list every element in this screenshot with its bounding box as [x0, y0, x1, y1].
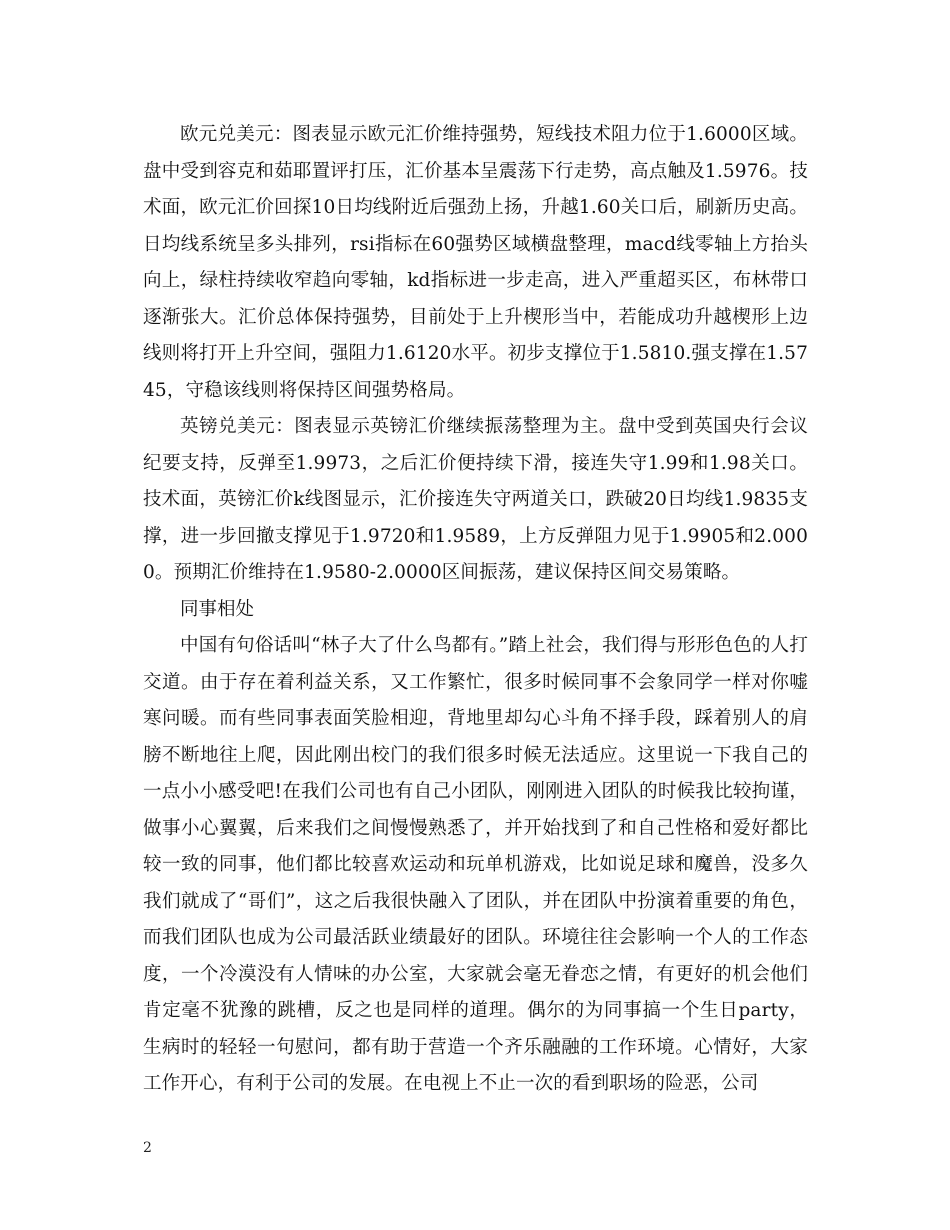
page-number: 2	[143, 1140, 152, 1156]
document-body	[143, 117, 808, 1103]
paragraph-eur-usd: 欧元兑美元：图表显示欧元汇价维持强势，短线技术阻力位于1.6000区域。盘中受到容克和茹耶置评打压，汇价基本呈震荡下行走势，高点触及1.5976。技术面，欧元汇价回探10日均线附近后强劲上扬，升越1.60关口后，刷新历史高。日均线系统呈多头排列，rsi指标在60强势区域横盘整理，macd线零轴上方抬头向上，绿柱持续收窄趋向零轴，kd指标进一步走高，进入严重超买区，布林带口逐渐张大。汇价总体保持强势，目前处于上升楔形当中，若能成功升越楔形上边线则将打开上升空间，强阻力1.6120水平。初步支撑位于1.5810.强支撑在1.5745，守稳该线则将保持区间强势格局。	[143, 124, 808, 401]
paragraph-gbp-usd: 英镑兑美元：图表显示英镑汇价继续振荡整理为主。盘中受到英国央行会议纪要支持，反弹至1.9973，之后汇价便持续下滑，接连失守1.99和1.98关口。技术面，英镑汇价k线图显示，汇价接连失守两道关口，跌破20日均线1.9835支撑，进一步回撤支撑见于1.9720和1.9589，上方反弹阻力见于1.9905和2.0000。预期汇价维持在1.9580-2.0000区间振荡，建议保持区间交易策略。	[143, 416, 808, 583]
section-heading: 同事相处	[180, 598, 255, 620]
paragraph-colleagues: 中国有句俗话叫“林子大了什么鸟都有。”踏上社会，我们得与形形色色的人打交道。由于存在着利益关系，又工作繁忙，很多时候同事不会象同学一样对你嘘寒问暖。而有些同事表面笑脸相迎，背地里却勾心斗角不择手段，踩着别人的肩膀不断地往上爬，因此刚出校门的我们很多时候无法适应。这里说一下我自己的一点小小感受吧!在我们公司也有自己小团队，刚刚进入团队的时候我比较拘谨，做事小心翼翼，后来我们之间慢慢熟悉了，并开始找到了和自己性格和爱好都比较一致的同事，他们都比较喜欢运动和玩单机游戏，比如说足球和魔兽，没多久我们就成了“哥们”，这之后我很快融入了团队，并在团队中扮演着重要的角色，而我们团队也成为公司最活跃业绩最好的团队。环境往往会影响一个人的工作态度，一个冷漠没有人情味的办公室，大家就会毫无眷恋之情，有更好的机会他们肯定毫不犹豫的跳槽，反之也是同样的道理。偶尔的为同事搞一个生日party，生病时的轻轻一句慰问，都有助于营造一个齐乐融融的工作环境。心情好，大家工作开心，有利于公司的发展。在电视上不止一次的看到职场的险恶，公司	[143, 635, 808, 1094]
